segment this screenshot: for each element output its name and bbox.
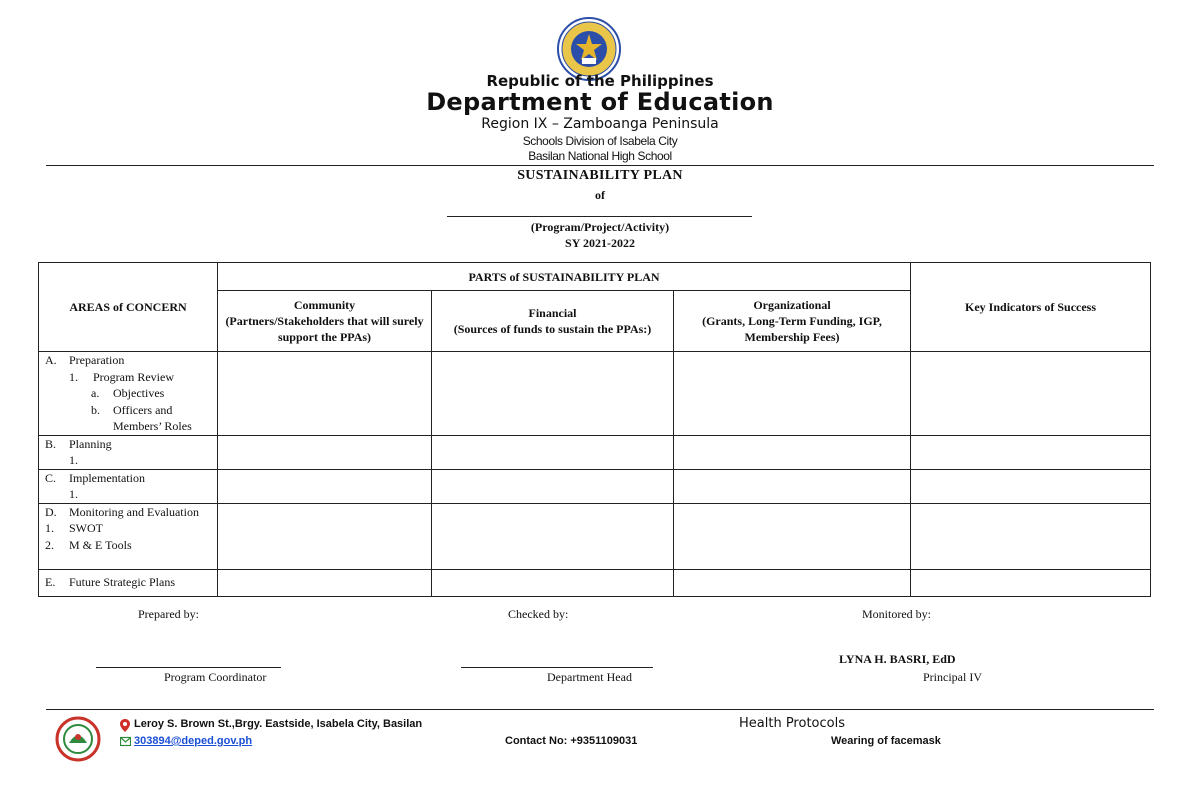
financial-cell[interactable] xyxy=(432,352,674,436)
row-label: Preparation xyxy=(69,353,125,367)
sub-label: Officers and Members’ Roles xyxy=(113,402,192,433)
sub-label: Objectives xyxy=(113,386,165,400)
community-header xyxy=(218,291,432,352)
table-row xyxy=(39,469,1151,503)
program-coordinator-title: Program Coordinator xyxy=(164,670,267,684)
prepared-signature-line[interactable] xyxy=(96,667,281,668)
row-marker: A. xyxy=(45,353,57,367)
plan-of: of xyxy=(595,188,605,202)
community-cell[interactable] xyxy=(218,352,432,436)
checked-by-label: Checked by: xyxy=(508,607,569,621)
financial-cell[interactable] xyxy=(432,435,674,469)
row-label-planning xyxy=(39,435,218,469)
monitored-by-label: Monitored by: xyxy=(862,607,931,621)
row-marker: D. xyxy=(45,504,57,519)
sub-marker: b. xyxy=(91,402,100,417)
organizational-cell[interactable] xyxy=(674,569,911,596)
sub-label: Program Review xyxy=(93,369,174,384)
sub-marker: a. xyxy=(91,386,100,400)
table-row xyxy=(39,352,1151,436)
table-row xyxy=(39,435,1151,469)
key-indicators-cell[interactable] xyxy=(911,352,1151,436)
department-heading: Department of Education xyxy=(426,88,774,116)
row-label: Planning xyxy=(69,436,112,451)
financial-desc: (Sources of funds to sustain the PPAs:) xyxy=(453,322,652,336)
community-title: Community xyxy=(293,298,356,312)
community-cell[interactable] xyxy=(218,569,432,596)
key-indicators-cell[interactable] xyxy=(911,469,1151,503)
organizational-cell[interactable] xyxy=(674,435,911,469)
health-protocol-item: Wearing of facemask xyxy=(831,735,941,747)
organizational-cell[interactable] xyxy=(674,503,911,569)
program-project-activity-label: (Program/Project/Activity) xyxy=(530,220,670,234)
organizational-desc: (Grants, Long-Term Funding, IGP, Membership Fees) xyxy=(702,314,882,344)
organizational-title: Organizational xyxy=(753,298,831,312)
row-label-implementation xyxy=(39,469,218,503)
republic-heading: Republic of the Philippines xyxy=(486,72,714,90)
sustainability-plan-table xyxy=(38,262,1151,597)
row-label-preparation xyxy=(39,352,218,436)
sub-marker: 1. xyxy=(69,487,78,501)
sub-marker: 2. xyxy=(45,537,54,552)
community-cell[interactable] xyxy=(218,435,432,469)
checked-signature-line[interactable] xyxy=(461,667,653,668)
division-heading: Schools Division of Isabela City xyxy=(522,134,678,148)
parts-header: PARTS of SUSTAINABILITY PLAN xyxy=(218,263,911,291)
school-email-link[interactable]: 303894@deped.gov.ph xyxy=(134,735,253,747)
row-marker: C. xyxy=(45,470,57,485)
areas-of-concern-header: AREAS of CONCERN xyxy=(39,263,218,352)
key-indicators-cell[interactable] xyxy=(911,569,1151,596)
financial-cell[interactable] xyxy=(432,503,674,569)
financial-title: Financial xyxy=(528,306,577,320)
row-label: Implementation xyxy=(69,470,145,485)
school-seal-logo xyxy=(55,716,101,762)
row-label: Monitoring and Evaluation xyxy=(69,504,199,519)
financial-header xyxy=(432,291,674,352)
financial-cell[interactable] xyxy=(432,569,674,596)
organizational-cell[interactable] xyxy=(674,469,911,503)
table-row xyxy=(39,503,1151,569)
school-address: Leroy S. Brown St.,Brgy. Eastside, Isabela City, Basilan xyxy=(134,718,423,730)
principal-name: LYNA H. BASRI, EdD xyxy=(839,652,956,666)
plan-title: SUSTAINABILITY PLAN xyxy=(517,168,683,183)
principal-title: Principal IV xyxy=(923,670,982,684)
row-marker: B. xyxy=(45,436,57,451)
health-protocols-title: Health Protocols xyxy=(739,716,845,731)
school-heading: Basilan National High School xyxy=(528,149,672,163)
community-desc: (Partners/Stakeholders that will surely support the PPAs) xyxy=(225,314,424,344)
region-heading: Region IX – Zamboanga Peninsula xyxy=(481,116,719,132)
sub-label: SWOT xyxy=(69,521,103,535)
header-divider xyxy=(46,165,1154,166)
financial-cell[interactable] xyxy=(432,469,674,503)
program-blank-line[interactable] xyxy=(447,216,752,217)
key-indicators-cell[interactable] xyxy=(911,503,1151,569)
table-row xyxy=(39,569,1151,596)
key-indicators-header: Key Indicators of Success xyxy=(911,263,1151,352)
organizational-cell[interactable] xyxy=(674,352,911,436)
department-head-title: Department Head xyxy=(547,670,632,684)
map-pin-icon xyxy=(120,719,130,732)
sub-label: M & E Tools xyxy=(69,537,132,552)
key-indicators-cell[interactable] xyxy=(911,435,1151,469)
row-marker: E. xyxy=(45,575,56,590)
row-label-future-plans xyxy=(39,569,218,596)
row-label: Future Strategic Plans xyxy=(69,575,175,590)
school-year: SY 2021-2022 xyxy=(565,236,635,250)
contact-number: Contact No: +9351109031 xyxy=(505,735,638,747)
sub-marker: 1. xyxy=(69,369,78,384)
community-cell[interactable] xyxy=(218,469,432,503)
sub-marker: 1. xyxy=(45,521,54,535)
community-cell[interactable] xyxy=(218,503,432,569)
prepared-by-label: Prepared by: xyxy=(138,607,199,621)
organizational-header xyxy=(674,291,911,352)
sub-marker: 1. xyxy=(69,453,78,467)
row-label-monitoring xyxy=(39,503,218,569)
email-icon xyxy=(120,736,131,747)
footer-divider xyxy=(46,709,1154,710)
